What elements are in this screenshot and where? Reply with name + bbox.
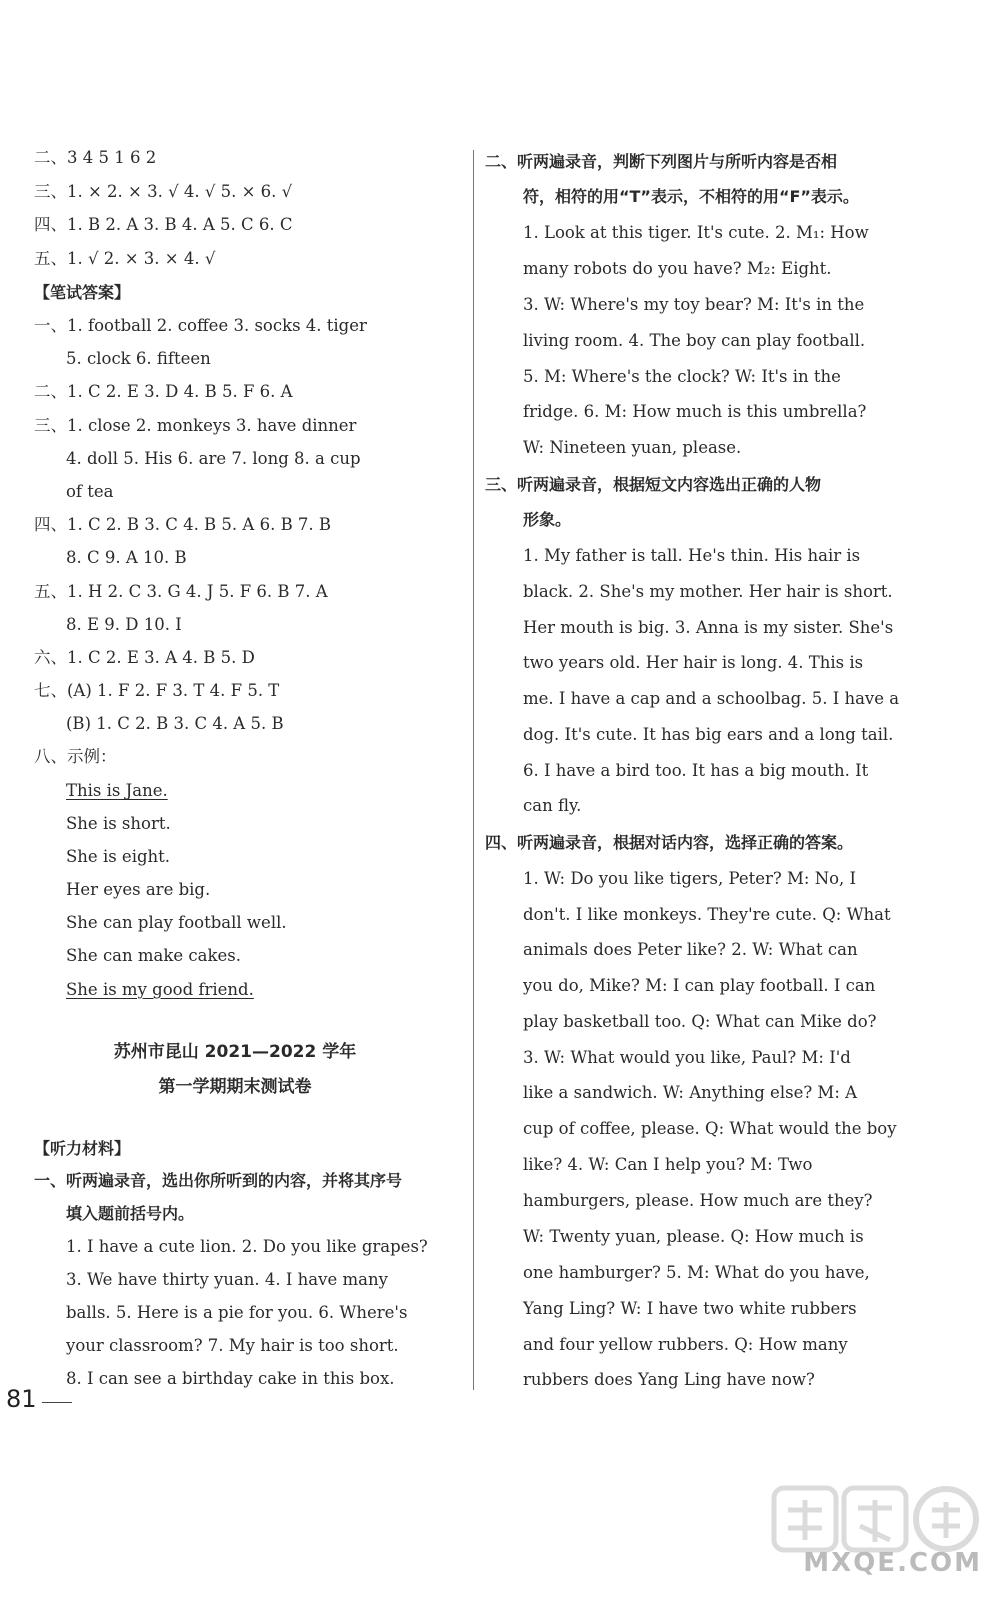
sample-sentence: This is Jane. bbox=[66, 781, 168, 800]
answer-line: 二、1. C 2. E 3. D 4. B 5. F 6. A bbox=[34, 382, 293, 401]
script-line: 3. W: Where's my toy bear? M: It's in the bbox=[523, 295, 865, 314]
watermark-url: MXQE.COM bbox=[803, 1548, 982, 1578]
script-line: 1. W: Do you like tigers, Peter? M: No, I bbox=[523, 869, 857, 888]
column-divider bbox=[473, 150, 474, 1390]
question-heading: 四、听两遍录音，根据对话内容，选择正确的答案。 bbox=[485, 833, 854, 852]
section-heading: 【听力材料】 bbox=[34, 1139, 131, 1158]
answer-line: 七、(A) 1. F 2. F 3. T 4. F 5. T bbox=[34, 681, 280, 700]
script-line: you do, Mike? M: I can play football. I can bbox=[523, 976, 876, 995]
answer-line: 四、1. C 2. B 3. C 4. B 5. A 6. B 7. B bbox=[34, 515, 332, 534]
script-line: rubbers does Yang Ling have now? bbox=[523, 1370, 815, 1389]
script-line: 3. We have thirty yuan. 4. I have many bbox=[66, 1270, 388, 1289]
sample-sentence: She is eight. bbox=[66, 847, 171, 866]
question-heading: 一、听两遍录音，选出你所听到的内容，并将其序号 bbox=[34, 1171, 403, 1190]
script-line: many robots do you have? M₂: Eight. bbox=[523, 259, 832, 278]
script-line: two years old. Her hair is long. 4. This is bbox=[523, 653, 864, 672]
script-line: can fly. bbox=[523, 796, 582, 815]
answer-line: 六、1. C 2. E 3. A 4. B 5. D bbox=[34, 648, 255, 667]
script-line: living room. 4. The boy can play football. bbox=[523, 331, 866, 350]
script-line: W: Twenty yuan, please. Q: How much is bbox=[523, 1227, 864, 1246]
script-line: play basketball too. Q: What can Mike do? bbox=[523, 1012, 877, 1031]
sample-sentence: She can make cakes. bbox=[66, 946, 241, 965]
script-line: 3. W: What would you like, Paul? M: I'd bbox=[523, 1048, 851, 1067]
script-line: black. 2. She's my mother. Her hair is short. bbox=[523, 582, 893, 601]
answer-line: 三、1. close 2. monkeys 3. have dinner bbox=[34, 416, 357, 435]
answer-line: 四、1. B 2. A 3. B 4. A 5. C 6. C bbox=[34, 215, 293, 234]
answer-line: 8. E 9. D 10. I bbox=[66, 615, 182, 634]
answer-line: of tea bbox=[66, 482, 114, 501]
question-heading: 填入题前括号内。 bbox=[66, 1204, 195, 1223]
sample-sentence: Her eyes are big. bbox=[66, 880, 211, 899]
script-line: cup of coffee, please. Q: What would the boy bbox=[523, 1119, 897, 1138]
answer-line: 三、1. × 2. × 3. √ 4. √ 5. × 6. √ bbox=[34, 182, 293, 201]
answer-line: 二、3 4 5 1 6 2 bbox=[34, 148, 157, 167]
question-heading: 二、听两遍录音，判断下列图片与所听内容是否相 bbox=[485, 152, 838, 171]
script-line: hamburgers, please. How much are they? bbox=[523, 1191, 873, 1210]
script-line: 5. M: Where's the clock? W: It's in the bbox=[523, 367, 841, 386]
script-line: dog. It's cute. It has big ears and a long tail. bbox=[523, 725, 894, 744]
script-line: like a sandwich. W: Anything else? M: A bbox=[523, 1083, 858, 1102]
page-number-rule bbox=[42, 1402, 72, 1403]
question-heading: 三、听两遍录音，根据短文内容选出正确的人物 bbox=[485, 475, 822, 494]
script-line: your classroom? 7. My hair is too short. bbox=[66, 1336, 399, 1355]
script-line: don't. I like monkeys. They're cute. Q: What bbox=[523, 905, 891, 924]
script-line: 1. I have a cute lion. 2. Do you like grapes? bbox=[66, 1237, 428, 1256]
section-heading: 【笔试答案】 bbox=[34, 283, 131, 302]
script-line: 8. I can see a birthday cake in this box. bbox=[66, 1369, 395, 1388]
question-heading: 符，相符的用“T”表示，不相符的用“F”表示。 bbox=[523, 187, 859, 206]
script-line: Yang Ling? W: I have two white rubbers bbox=[523, 1299, 857, 1318]
answer-line: 一、1. football 2. coffee 3. socks 4. tiger bbox=[34, 316, 367, 335]
test-title: 苏州市昆山 2021—2022 学年 bbox=[113, 1042, 357, 1062]
script-line: and four yellow rubbers. Q: How many bbox=[523, 1335, 848, 1354]
script-line: balls. 5. Here is a pie for you. 6. Where's bbox=[66, 1303, 408, 1322]
script-line: W: Nineteen yuan, please. bbox=[523, 438, 742, 457]
script-line: 6. I have a bird too. It has a big mouth. It bbox=[523, 761, 869, 780]
section-heading: 八、示例： bbox=[34, 747, 117, 766]
answer-line: 五、1. √ 2. × 3. × 4. √ bbox=[34, 249, 216, 268]
script-line: 1. Look at this tiger. It's cute. 2. M₁: How bbox=[523, 223, 869, 242]
answer-line: 5. clock 6. fifteen bbox=[66, 349, 211, 368]
script-line: fridge. 6. M: How much is this umbrella? bbox=[523, 402, 867, 421]
script-line: 1. My father is tall. He's thin. His hair is bbox=[523, 546, 861, 565]
page-number: 81 bbox=[6, 1385, 37, 1413]
sample-sentence: She is short. bbox=[66, 814, 171, 833]
script-line: Her mouth is big. 3. Anna is my sister. She's bbox=[523, 618, 894, 637]
answer-line: (B) 1. C 2. B 3. C 4. A 5. B bbox=[66, 714, 284, 733]
script-line: like? 4. W: Can I help you? M: Two bbox=[523, 1155, 813, 1174]
script-line: one hamburger? 5. M: What do you have, bbox=[523, 1263, 870, 1282]
answer-line: 8. C 9. A 10. B bbox=[66, 548, 187, 567]
sample-sentence: She is my good friend. bbox=[66, 980, 254, 999]
answer-line: 五、1. H 2. C 3. G 4. J 5. F 6. B 7. A bbox=[34, 582, 328, 601]
test-subtitle: 第一学期期末测试卷 bbox=[158, 1077, 312, 1097]
question-heading: 形象。 bbox=[523, 510, 572, 529]
script-line: animals does Peter like? 2. W: What can bbox=[523, 940, 858, 959]
sample-sentence: She can play football well. bbox=[66, 913, 287, 932]
answer-line: 4. doll 5. His 6. are 7. long 8. a cup bbox=[66, 449, 361, 468]
script-line: me. I have a cap and a schoolbag. 5. I have a bbox=[523, 689, 900, 708]
